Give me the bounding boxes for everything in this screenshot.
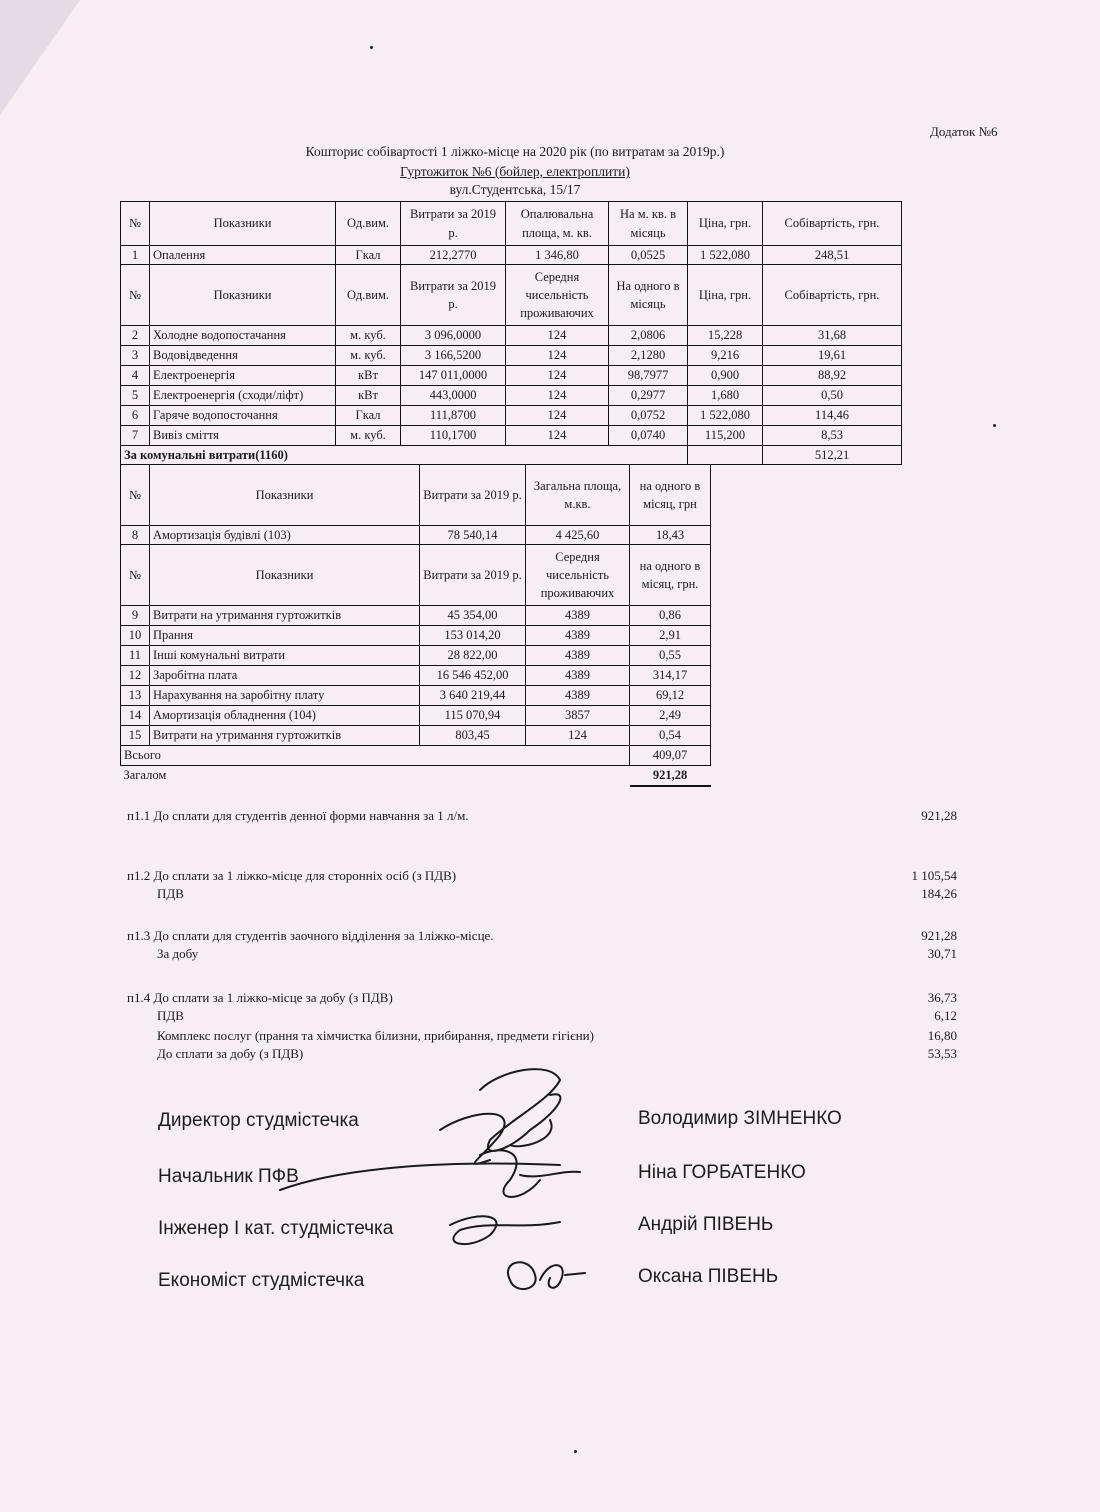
column-header: № bbox=[121, 465, 150, 526]
table-cell: 0,50 bbox=[763, 386, 902, 406]
table-cell: 2,1280 bbox=[609, 346, 688, 366]
table-cell: 0,54 bbox=[630, 726, 711, 746]
table-cell: 115 070,94 bbox=[420, 706, 526, 726]
table-cell: 124 bbox=[506, 346, 609, 366]
signature-position-pfv: Начальник ПФВ bbox=[158, 1166, 299, 1187]
table-cell: 4389 bbox=[526, 606, 630, 626]
table-cell: Інші комунальні витрати bbox=[150, 646, 420, 666]
table-cell: Гаряче водопосточання bbox=[150, 406, 336, 426]
table-cell: 4389 bbox=[526, 666, 630, 686]
payment-row bbox=[127, 868, 957, 886]
payment-value: 16,80 bbox=[927, 1028, 957, 1043]
table-cell: 147 011,0000 bbox=[401, 366, 506, 386]
table-cell: Електроенергія bbox=[150, 366, 336, 386]
table-cell: 8 bbox=[121, 526, 150, 545]
table-row bbox=[121, 265, 902, 326]
table-cell: 0,0525 bbox=[609, 246, 688, 265]
table-cell: 2,49 bbox=[630, 706, 711, 726]
table-cell: 0,900 bbox=[688, 366, 763, 386]
table-row bbox=[121, 666, 711, 686]
building-depreciation-section bbox=[121, 465, 711, 545]
table-cell: Прання bbox=[150, 626, 420, 646]
table-cell: 0,55 bbox=[630, 646, 711, 666]
table-cell: 4389 bbox=[526, 626, 630, 646]
ink-speck bbox=[574, 1450, 577, 1453]
depreciation-maintenance-table bbox=[120, 464, 711, 787]
handwritten-signatures bbox=[260, 1050, 620, 1310]
table-cell: 124 bbox=[506, 366, 609, 386]
payment-label: п1.1 До сплати для студентів денної форми навчання за 1 л/м. bbox=[127, 808, 469, 823]
column-header: Од.вим. bbox=[336, 265, 401, 326]
ink-speck bbox=[993, 424, 996, 427]
table-cell: 3 096,0000 bbox=[401, 326, 506, 346]
ink-speck bbox=[370, 46, 373, 49]
table-cell: 2 bbox=[121, 326, 150, 346]
table-cell: 88,92 bbox=[763, 366, 902, 386]
table-row bbox=[121, 366, 902, 386]
table-row bbox=[121, 446, 902, 465]
table-cell: 78 540,14 bbox=[420, 526, 526, 545]
table-cell: 803,45 bbox=[420, 726, 526, 746]
column-header: № bbox=[121, 545, 150, 606]
column-header: Середня чисельність проживаючих bbox=[506, 265, 609, 326]
table-cell: 8,53 bbox=[763, 426, 902, 446]
maintenance-section bbox=[121, 545, 711, 786]
signature-name-pfv: Ніна ГОРБАТЕНКО bbox=[638, 1162, 806, 1183]
table-cell: 69,12 bbox=[630, 686, 711, 706]
table-row bbox=[121, 626, 711, 646]
payment-label: п1.4 До сплати за 1 ліжко-місце за добу (з ПДВ) bbox=[127, 990, 393, 1005]
table-cell: 15,228 bbox=[688, 326, 763, 346]
table-cell: 124 bbox=[506, 426, 609, 446]
payment-value: 36,73 bbox=[927, 990, 957, 1005]
table-cell: 110,1700 bbox=[401, 426, 506, 446]
column-header: На одного в місяць bbox=[609, 265, 688, 326]
column-header: Витрати за 2019 р. bbox=[401, 265, 506, 326]
column-header: № bbox=[121, 202, 150, 246]
payment-label: Комплекс послуг (прання та хімчистка білизни, прибирання, предмети гігієни) bbox=[157, 1028, 594, 1043]
table-cell: 45 354,00 bbox=[420, 606, 526, 626]
payment-value: 53,53 bbox=[927, 1046, 957, 1061]
column-header: Середня чисельність проживаючих bbox=[526, 545, 630, 606]
table-row bbox=[121, 386, 902, 406]
table-cell: кВт bbox=[336, 386, 401, 406]
table-cell: 12 bbox=[121, 666, 150, 686]
payment-row bbox=[127, 808, 957, 826]
payment-row bbox=[127, 886, 957, 904]
table-cell: 3 640 219,44 bbox=[420, 686, 526, 706]
table-cell: Водовідведення bbox=[150, 346, 336, 366]
table-row bbox=[121, 246, 902, 265]
column-header: Показники bbox=[150, 465, 420, 526]
table-cell: 2,91 bbox=[630, 626, 711, 646]
table-cell: 124 bbox=[506, 406, 609, 426]
table-cell: 1 522,080 bbox=[688, 246, 763, 265]
table-cell: 13 bbox=[121, 686, 150, 706]
table-cell: 124 bbox=[506, 386, 609, 406]
table-row bbox=[121, 726, 711, 746]
table-cell: 7 bbox=[121, 426, 150, 446]
table-cell: 1,680 bbox=[688, 386, 763, 406]
grand-total-label: Загалом bbox=[123, 768, 167, 783]
table-cell: Гкал bbox=[336, 406, 401, 426]
all-total-value: 409,07 bbox=[630, 746, 711, 766]
payment-row bbox=[127, 990, 957, 1008]
table-row bbox=[121, 646, 711, 666]
signature-name-engineer: Андрій ПІВЕНЬ bbox=[638, 1214, 774, 1235]
table-row bbox=[121, 766, 711, 786]
table-cell: м. куб. bbox=[336, 426, 401, 446]
payment-label: До сплати за добу (з ПДВ) bbox=[157, 1046, 304, 1061]
table-cell: Амортизація будівлі (103) bbox=[150, 526, 420, 545]
column-header: Витрати за 2019 р. bbox=[401, 202, 506, 246]
column-header: Опалювальна площа, м. кв. bbox=[506, 202, 609, 246]
payment-value: 921,28 bbox=[921, 808, 957, 823]
addendum-label: Додаток №6 bbox=[930, 124, 998, 139]
table-cell: 3857 bbox=[526, 706, 630, 726]
all-total-label: Всього bbox=[121, 746, 630, 766]
signature-position-engineer: Інженер І кат. студмістечка bbox=[158, 1218, 394, 1239]
heating-section bbox=[121, 202, 902, 265]
table-cell: 314,17 bbox=[630, 666, 711, 686]
payment-value: 1 105,54 bbox=[911, 868, 957, 883]
column-header: Ціна, грн. bbox=[688, 265, 763, 326]
table-cell: 2,0806 bbox=[609, 326, 688, 346]
table-row bbox=[121, 606, 711, 626]
table-cell: 114,46 bbox=[763, 406, 902, 426]
column-header: Показники bbox=[150, 265, 336, 326]
table-row bbox=[121, 545, 711, 606]
payment-value: 921,28 bbox=[921, 928, 957, 943]
column-header: Собівартість, грн. bbox=[763, 202, 902, 246]
column-header: Витрати за 2019 р. bbox=[420, 545, 526, 606]
table-cell bbox=[688, 446, 763, 465]
table-row bbox=[121, 706, 711, 726]
table-cell: Гкал bbox=[336, 246, 401, 265]
table-cell: Холодне водопостачання bbox=[150, 326, 336, 346]
table-cell: Витрати на утримання гуртожитків bbox=[150, 606, 420, 626]
payment-label: За добу bbox=[157, 946, 199, 961]
folded-corner bbox=[0, 0, 80, 115]
payment-label: п1.3 До сплати для студентів заочного відділення за 1ліжко-місце. bbox=[127, 928, 494, 943]
column-header: на одного в місяц, грн bbox=[630, 465, 711, 526]
table-cell: 0,86 bbox=[630, 606, 711, 626]
payment-row bbox=[127, 1028, 957, 1046]
column-header: Показники bbox=[150, 202, 336, 246]
signature-name-economist: Оксана ПІВЕНЬ bbox=[638, 1266, 779, 1287]
column-header: Од.вим. bbox=[336, 202, 401, 246]
table-cell: Електроенергія (сходи/ліфт) bbox=[150, 386, 336, 406]
table-cell: 16 546 452,00 bbox=[420, 666, 526, 686]
table-row bbox=[121, 346, 902, 366]
table-cell: 443,0000 bbox=[401, 386, 506, 406]
table-cell: 4389 bbox=[526, 686, 630, 706]
signature-name-director: Володимир ЗІМНЕНКО bbox=[638, 1108, 842, 1129]
table-cell: м. куб. bbox=[336, 326, 401, 346]
table-cell: 212,2770 bbox=[401, 246, 506, 265]
table-cell: 0,0752 bbox=[609, 406, 688, 426]
column-header: № bbox=[121, 265, 150, 326]
signature-position-director: Директор студмістечка bbox=[158, 1110, 359, 1131]
payment-label: п1.2 До сплати за 1 ліжко-місце для сторонніх осіб (з ПДВ) bbox=[127, 868, 457, 883]
column-header: Собівартість, грн. bbox=[763, 265, 902, 326]
table-cell: 15 bbox=[121, 726, 150, 746]
payment-label: ПДВ bbox=[157, 886, 184, 901]
table-cell: 18,43 bbox=[630, 526, 711, 545]
dormitory-address: вул.Студентська, 15/17 bbox=[449, 182, 581, 197]
dormitory-name: Гуртожиток №6 (бойлер, електроплити) bbox=[400, 164, 630, 179]
table-cell: 248,51 bbox=[763, 246, 902, 265]
table-cell: 3 bbox=[121, 346, 150, 366]
payment-label: ПДВ bbox=[157, 1008, 184, 1023]
table-cell: 1 bbox=[121, 246, 150, 265]
table-cell: 111,8700 bbox=[401, 406, 506, 426]
table-row bbox=[121, 526, 711, 545]
payment-row bbox=[127, 946, 957, 964]
table-row bbox=[121, 465, 711, 526]
communal-section bbox=[121, 265, 902, 465]
payment-row bbox=[127, 928, 957, 946]
column-header: На м. кв. в місяць bbox=[609, 202, 688, 246]
table-cell: 4 425,60 bbox=[526, 526, 630, 545]
table-cell: м. куб. bbox=[336, 346, 401, 366]
table-cell: 9,216 bbox=[688, 346, 763, 366]
table-cell: Нарахування на заробітну плату bbox=[150, 686, 420, 706]
table-cell: Опалення bbox=[150, 246, 336, 265]
table-row bbox=[121, 202, 902, 246]
table-cell: 19,61 bbox=[763, 346, 902, 366]
table-cell: 1 346,80 bbox=[506, 246, 609, 265]
payment-row bbox=[127, 1008, 957, 1026]
table-cell: 124 bbox=[506, 326, 609, 346]
table-cell: Амортизація обладнення (104) bbox=[150, 706, 420, 726]
table-cell: 10 bbox=[121, 626, 150, 646]
table-cell: 31,68 bbox=[763, 326, 902, 346]
table-cell: Витрати на утримання гуртожитків bbox=[150, 726, 420, 746]
table-cell: 0,0740 bbox=[609, 426, 688, 446]
table-cell: Вивіз сміття bbox=[150, 426, 336, 446]
table-cell: 6 bbox=[121, 406, 150, 426]
table-row bbox=[121, 686, 711, 706]
payment-value: 184,26 bbox=[921, 886, 957, 901]
table-row bbox=[121, 426, 902, 446]
table-row bbox=[121, 406, 902, 426]
table-cell: Заробітна плата bbox=[150, 666, 420, 686]
table-cell: 9 bbox=[121, 606, 150, 626]
table-cell: 28 822,00 bbox=[420, 646, 526, 666]
table-cell: 153 014,20 bbox=[420, 626, 526, 646]
table-cell: 14 bbox=[121, 706, 150, 726]
table-row bbox=[121, 326, 902, 346]
table-cell: 4 bbox=[121, 366, 150, 386]
table-cell: 98,7977 bbox=[609, 366, 688, 386]
payment-value: 6,12 bbox=[934, 1008, 957, 1023]
table-cell: кВт bbox=[336, 366, 401, 386]
signature-position-economist: Економіст студмістечка bbox=[158, 1270, 365, 1291]
table-cell: 3 166,5200 bbox=[401, 346, 506, 366]
column-header: Витрати за 2019 р. bbox=[420, 465, 526, 526]
column-header: Показники bbox=[150, 545, 420, 606]
table-cell: 11 bbox=[121, 646, 150, 666]
table-cell: 4389 bbox=[526, 646, 630, 666]
table-cell: 115,200 bbox=[688, 426, 763, 446]
communal-total-label: За комунальні витрати(1160) bbox=[121, 446, 688, 465]
column-header: Ціна, грн. bbox=[688, 202, 763, 246]
grand-total-value: 921,28 bbox=[630, 766, 711, 786]
table-row bbox=[121, 746, 711, 766]
column-header: на одного в місяц, грн. bbox=[630, 545, 711, 606]
table-cell: 0,2977 bbox=[609, 386, 688, 406]
table-cell: 124 bbox=[526, 726, 630, 746]
utilities-table bbox=[120, 201, 902, 465]
column-header: Загальна площа, м.кв. bbox=[526, 465, 630, 526]
document-title: Кошторис собівартості 1 ліжко-місце на 2020 рік (по витратам за 2019р.) bbox=[305, 144, 725, 159]
payment-value: 30,71 bbox=[927, 946, 957, 961]
table-cell: 1 522,080 bbox=[688, 406, 763, 426]
communal-total-value: 512,21 bbox=[763, 446, 902, 465]
table-cell: 5 bbox=[121, 386, 150, 406]
